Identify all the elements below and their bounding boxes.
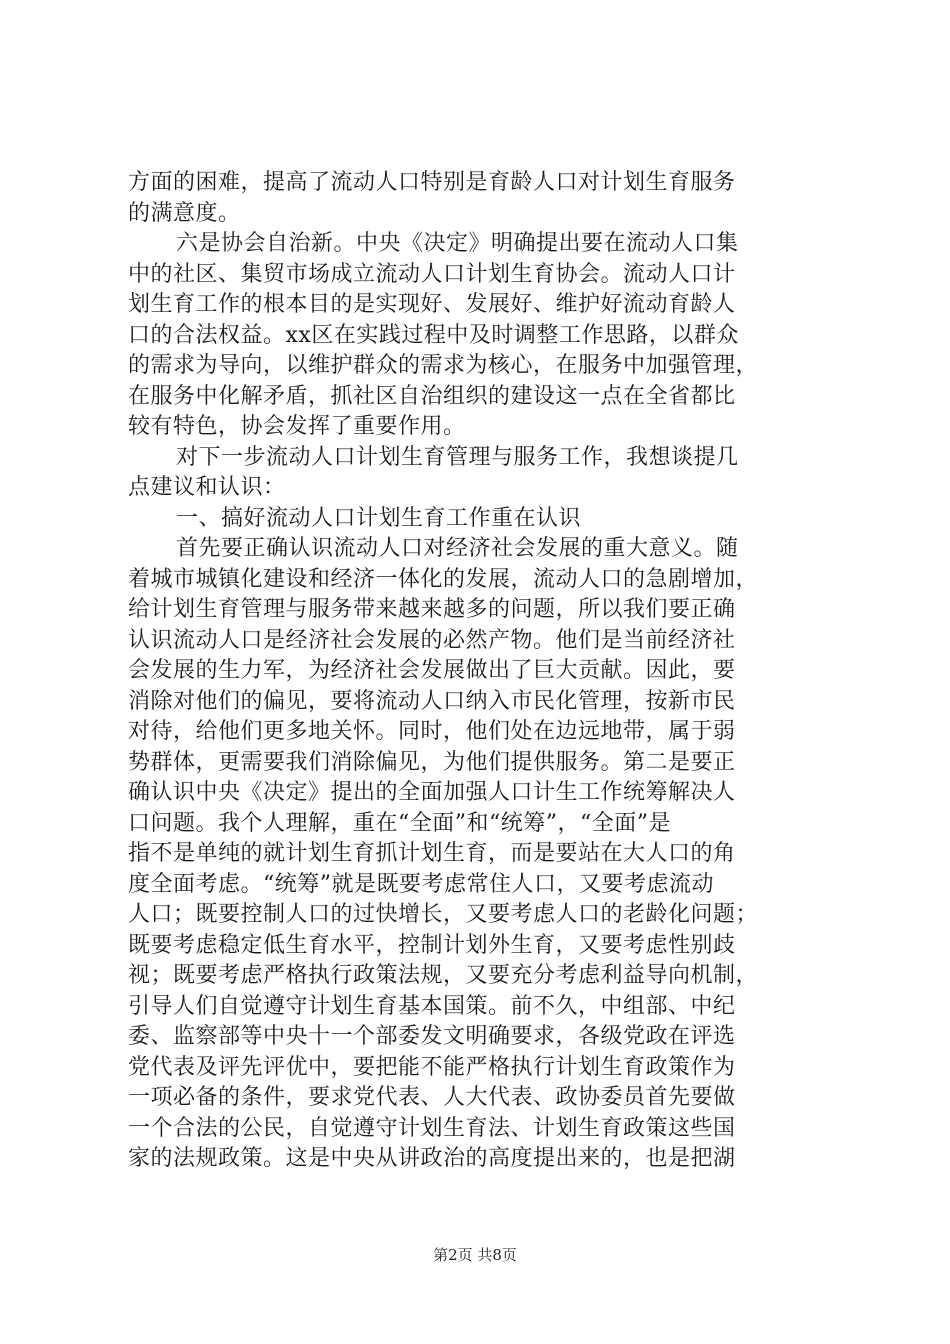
text-line: 首先要正确认识流动人口对经济社会发展的重大意义。随 — [176, 536, 739, 561]
text-line: 给计划生育管理与服务带来越来越多的问题，所以我们要正确 — [128, 597, 736, 622]
text-line: 家的法规政策。这是中央从讲政治的高度提出来的，也是把湖 — [128, 1146, 736, 1171]
text-line: 对下一步流动人口计划生育管理与服务工作，我想谈提几 — [176, 444, 739, 470]
text-line: 一项必备的条件，要求党代表、人大代表、政协委员首先要做 — [128, 1085, 736, 1110]
body-text — [128, 168, 828, 1175]
text-line: 划生育工作的根本目的是实现好、发展好、维护好流动育龄人 — [128, 292, 736, 317]
text-line: 较有特色，协会发挥了重要作用。 — [128, 414, 466, 439]
text-line: 引导人们自觉遵守计划生育基本国策。前不久，中组部、中纪 — [128, 993, 736, 1019]
text-line: 既要考虑稳定低生育水平，控制计划外生育，又要考虑性别歧 — [128, 932, 736, 958]
text-line: 会发展的生力军，为经济社会发展做出了巨大贡献。因此，要 — [128, 658, 736, 683]
text-line: 确认识中央《决定》提出的全面加强人口计生工作统筹解决人 — [128, 780, 736, 805]
text-line: 口问题。我个人理解，重在“全面”和“统筹”，“全面”是 — [128, 810, 671, 836]
text-line: 指不是单纯的就计划生育抓计划生育，而是要站在大人口的角 — [128, 841, 736, 866]
text-line: 的需求为导向，以维护群众的需求为核心，在服务中加强管理， — [128, 353, 759, 378]
text-line: 的满意度。 — [128, 200, 241, 226]
text-line: 委、监察部等中央十一个部委发文明确要求，各级党政在评选 — [128, 1024, 736, 1049]
text-line: 势群体，更需要我们消除偏见，为他们提供服务。第二是要正 — [128, 749, 736, 775]
text-line: 对待，给他们更多地关怀。同时，他们处在边远地带，属于弱 — [128, 719, 736, 744]
text-line: 一、搞好流动人口计划生育工作重在认识 — [176, 505, 582, 531]
text-line: 六是协会自治新。中央《决定》明确提出要在流动人口集 — [176, 231, 739, 256]
text-line: 一个合法的公民，自觉遵守计划生育法、计划生育政策这些国 — [128, 1115, 736, 1141]
text-line: 党代表及评先评优中，要把能不能严格执行计划生育政策作为 — [128, 1054, 736, 1080]
text-line: 着城市城镇化建设和经济一体化的发展，流动人口的急剧增加， — [128, 566, 759, 592]
text-line: 口的合法权益。xx区在实践过程中及时调整工作思路，以群众 — [128, 322, 739, 348]
text-line: 中的社区、集贸市场成立流动人口计划生育协会。流动人口计 — [128, 261, 736, 287]
text-line: 消除对他们的偏见，要将流动人口纳入市民化管理，按新市民 — [128, 688, 736, 714]
text-line: 人口；既要控制人口的过快增长，又要考虑人口的老龄化问题； — [128, 902, 759, 927]
text-line: 点建议和认识： — [128, 475, 286, 500]
text-line: 方面的困难，提高了流动人口特别是育龄人口对计划生育服务 — [128, 170, 736, 195]
text-line: 视；既要考虑严格执行政策法规，又要充分考虑利益导向机制， — [128, 963, 759, 988]
text-line: 认识流动人口是经济社会发展的必然产物。他们是当前经济社 — [128, 627, 736, 653]
page-footer: 第2页 共8页 — [433, 1246, 517, 1264]
text-line: 度全面考虑。“统筹”就是既要考虑常住人口，又要考虑流动 — [128, 871, 714, 897]
text-line: 在服务中化解矛盾，抓社区自治组织的建设这一点在全省都比 — [128, 383, 736, 409]
